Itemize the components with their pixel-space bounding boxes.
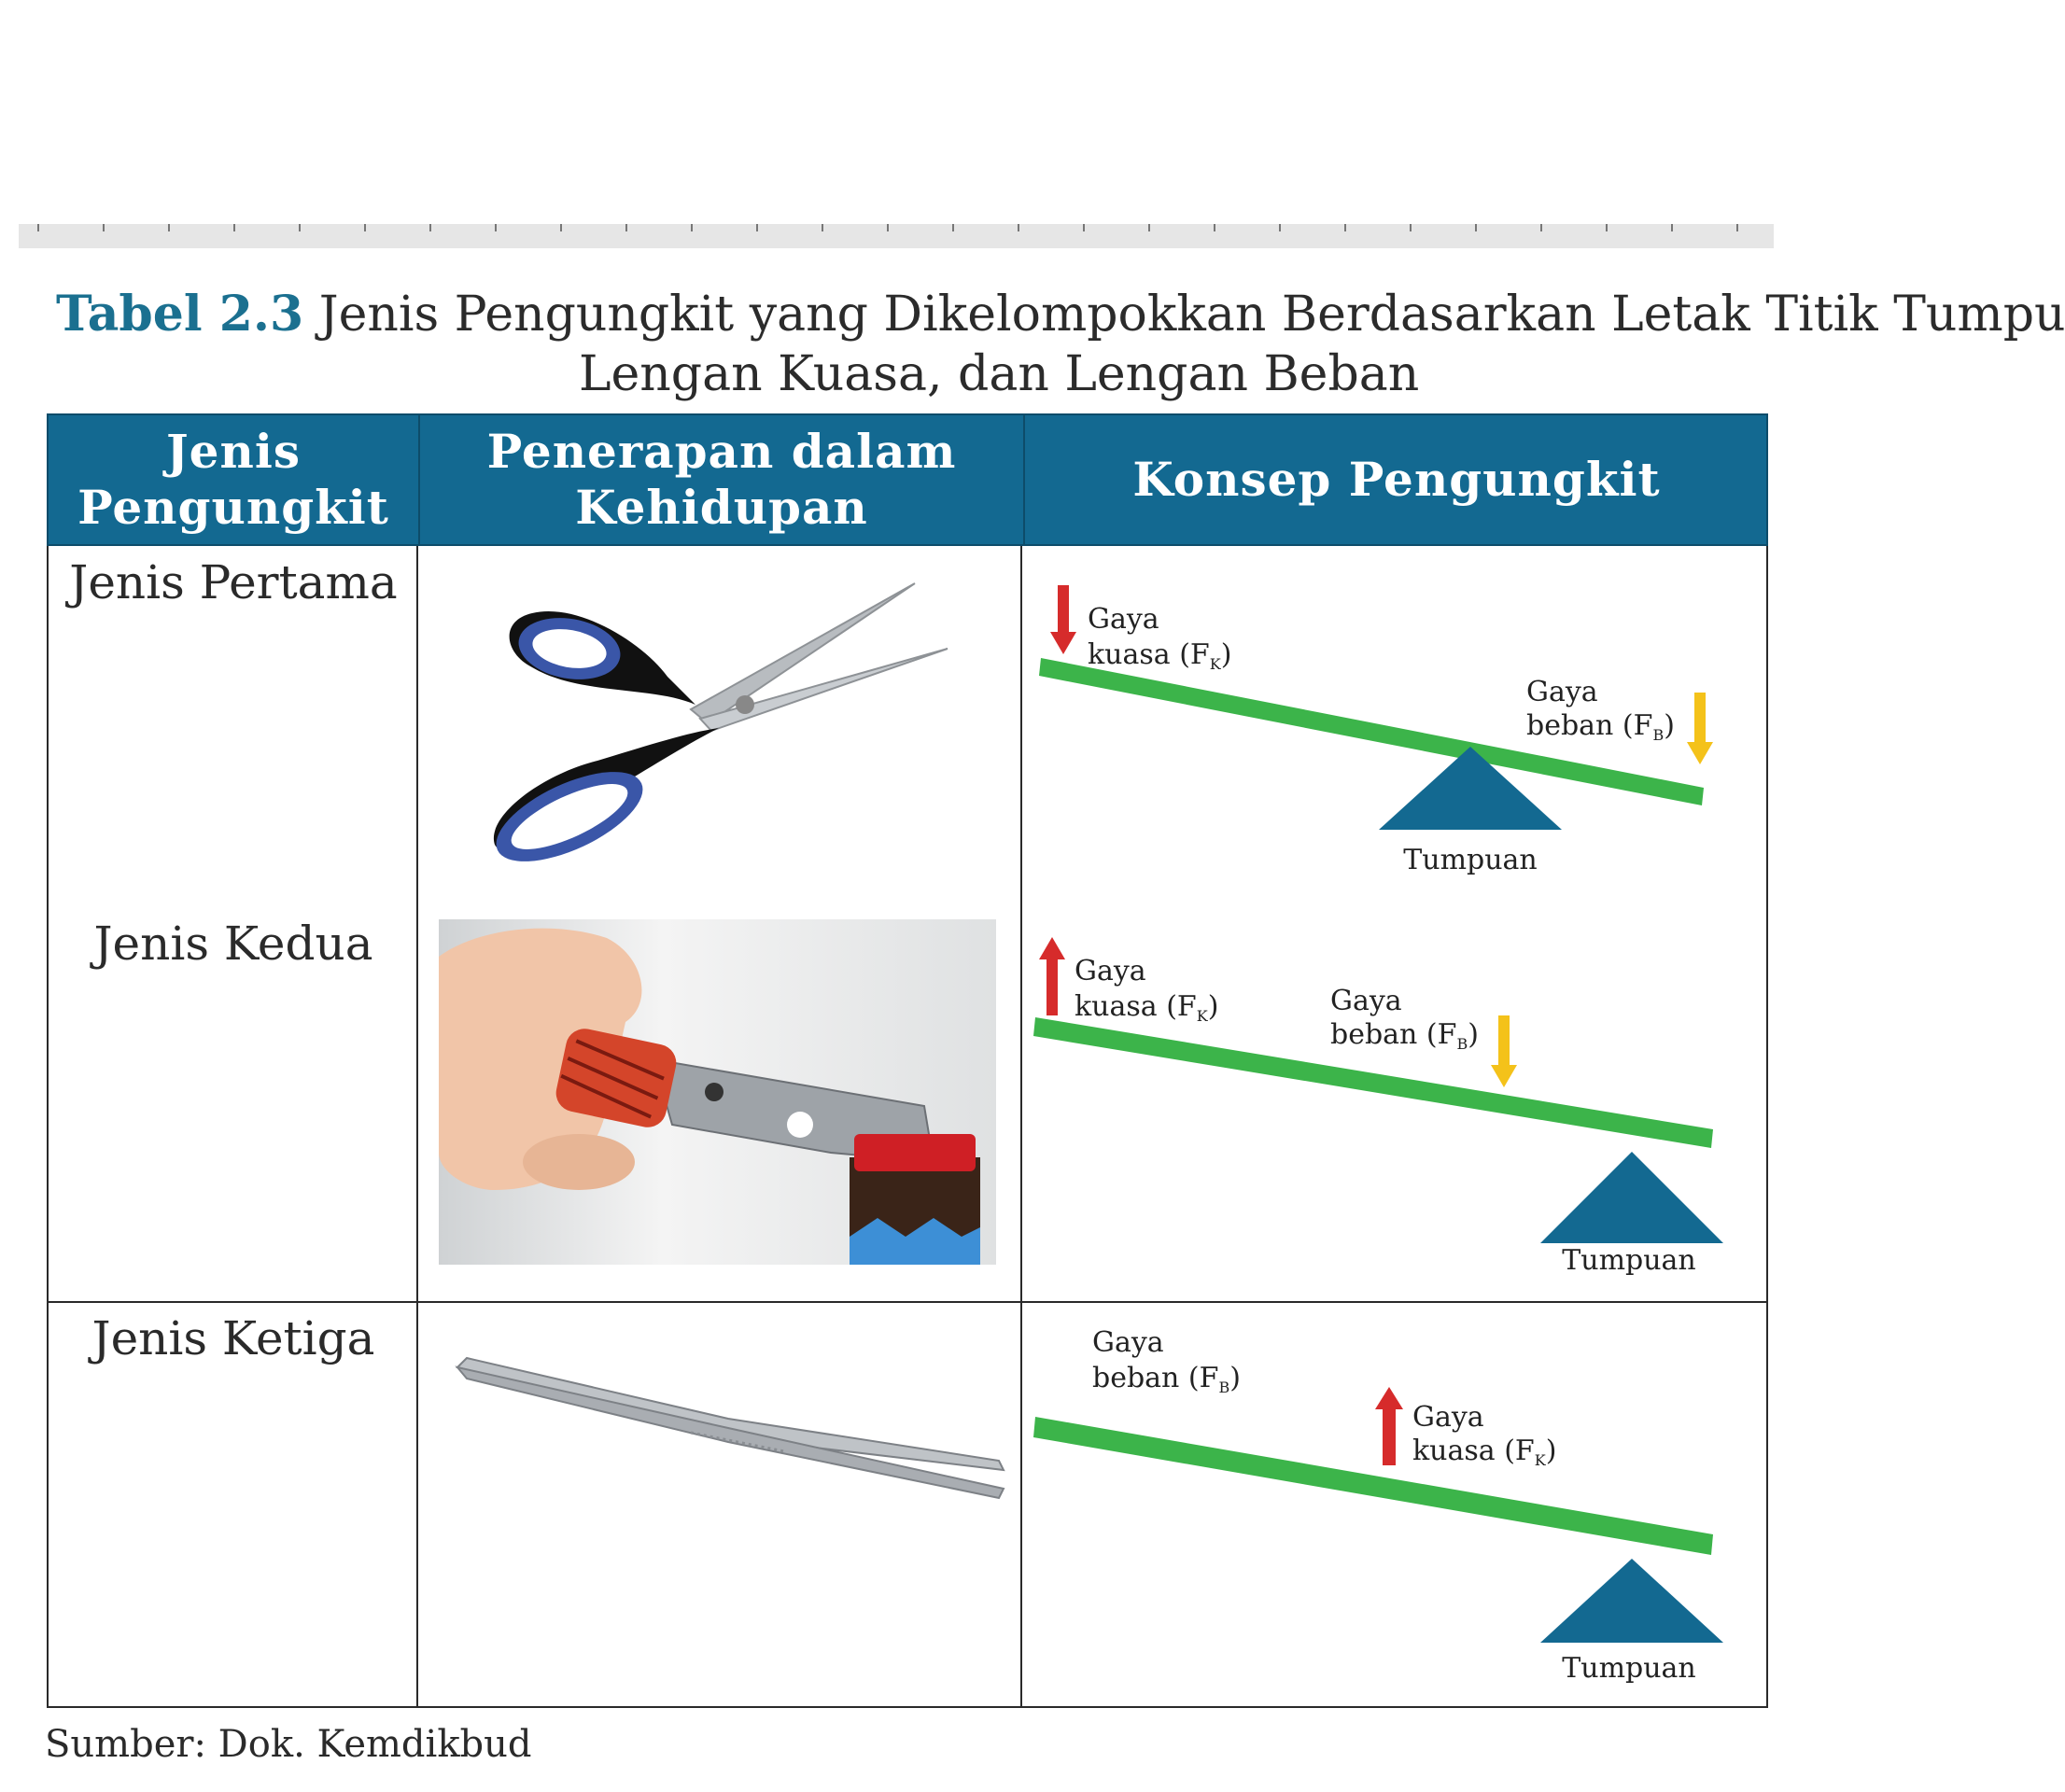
ruler-tick [1736,224,1738,231]
effort-sub: kuasa (F [1088,638,1210,671]
ruler-tick [364,224,366,231]
grid-line [47,1301,1768,1303]
ruler-tick [887,224,889,231]
ruler-tick [1671,224,1673,231]
row-type-label: Jenis Pertama [69,555,398,609]
bottle-opener-photo [439,919,996,1265]
grid-line [1766,546,1768,1708]
ruler-tick [37,224,39,231]
load-label: Gaya [1526,676,1598,708]
svg-text:beban (FB): beban $(F_B)$ [1526,709,1675,744]
caption-label: Tabel 2.3 [56,286,304,343]
caption-title-line1: Jenis Pengungkit yang Dikelompokkan Berdasarkan Letak Titik Tumpu [318,287,2065,343]
header-jenis-pengungkit: Jenis Pengungkit [77,424,389,535]
ruler-tick [1148,224,1150,231]
svg-text:beban (FB): beban $(F_B)$ [1330,1018,1479,1053]
ruler-tick [625,224,627,231]
source-note: Sumber: Dok. Kemdikbud [45,1723,532,1766]
header-konsep: Konsep Pengungkit [1132,452,1661,507]
ruler-tick [1344,224,1346,231]
grid-line [47,1706,1768,1708]
svg-text:Tumpuan: Tumpuan [1562,1244,1696,1277]
ruler-tick [233,224,235,231]
lever-bar [1033,1417,1713,1555]
lever-diagram-third-class [1022,1307,1766,1699]
svg-text:Tumpuan: Tumpuan [1562,1652,1696,1685]
ruler-tick [1083,224,1085,231]
ruler-tick [1279,224,1281,231]
ruler-tick [952,224,954,231]
ruler-tick [1475,224,1477,231]
svg-text:Gaya: Gaya [1092,1326,1164,1359]
ruler-tick [1214,224,1215,231]
effort-label: Gaya [1088,603,1159,636]
table-caption [56,285,2065,404]
grid-line [416,546,418,1708]
ruler-tick [691,224,693,231]
svg-text:kuasa (FK): kuasa $(F_K)$ [1075,990,1219,1025]
scissors-photo [467,565,971,882]
svg-text:kuasa (FK): kuasa $(F_K)$ [1088,638,1232,673]
svg-text:Gaya: Gaya [1412,1401,1484,1434]
ruler-tick [1540,224,1542,231]
svg-text:beban (FB): beban $(F_B)$ [1092,1362,1241,1396]
svg-text:Gaya: Gaya [1075,955,1146,987]
grid-line [47,546,49,1708]
load-sub: beban (F [1526,709,1653,742]
header-penerapan: Penerapan dalam Kehidupan [486,424,957,535]
table-header [47,413,1768,546]
load-arrow-icon [1491,1065,1517,1087]
effort-arrow-icon [1039,937,1065,959]
caption-title-line2: Lengan Kuasa, dan Lengan Beban [579,346,1420,402]
row-type-label: Jenis Ketiga [91,1311,375,1365]
load-arrow-icon [1687,742,1713,764]
ruler-tick [1018,224,1019,231]
ruler-tick [495,224,497,231]
svg-text:Gaya: Gaya [1330,985,1402,1017]
tweezers-photo [448,1339,1008,1526]
ruler-tick [103,224,105,231]
row-type-label: Jenis Kedua [93,917,373,971]
ruler-tick [822,224,823,231]
fulcrum-triangle [1540,1559,1723,1643]
ruler-tick [1410,224,1412,231]
lever-diagram-first-class [1022,548,1766,893]
ruler-tick [756,224,758,231]
lever-diagram-second-class [1022,924,1766,1297]
ruler-tick [168,224,170,231]
ruler-tick [560,224,562,231]
ruler-tick [1606,224,1608,231]
svg-text:kuasa (FK): kuasa $(F_K)$ [1412,1435,1557,1469]
ruler-tick [299,224,301,231]
fulcrum-label: Tumpuan [1403,844,1538,876]
ruler-strip [19,224,1774,248]
effort-arrow-icon [1375,1387,1403,1409]
effort-arrow-icon [1050,632,1076,654]
ruler-tick [429,224,431,231]
fulcrum-triangle [1540,1152,1723,1243]
